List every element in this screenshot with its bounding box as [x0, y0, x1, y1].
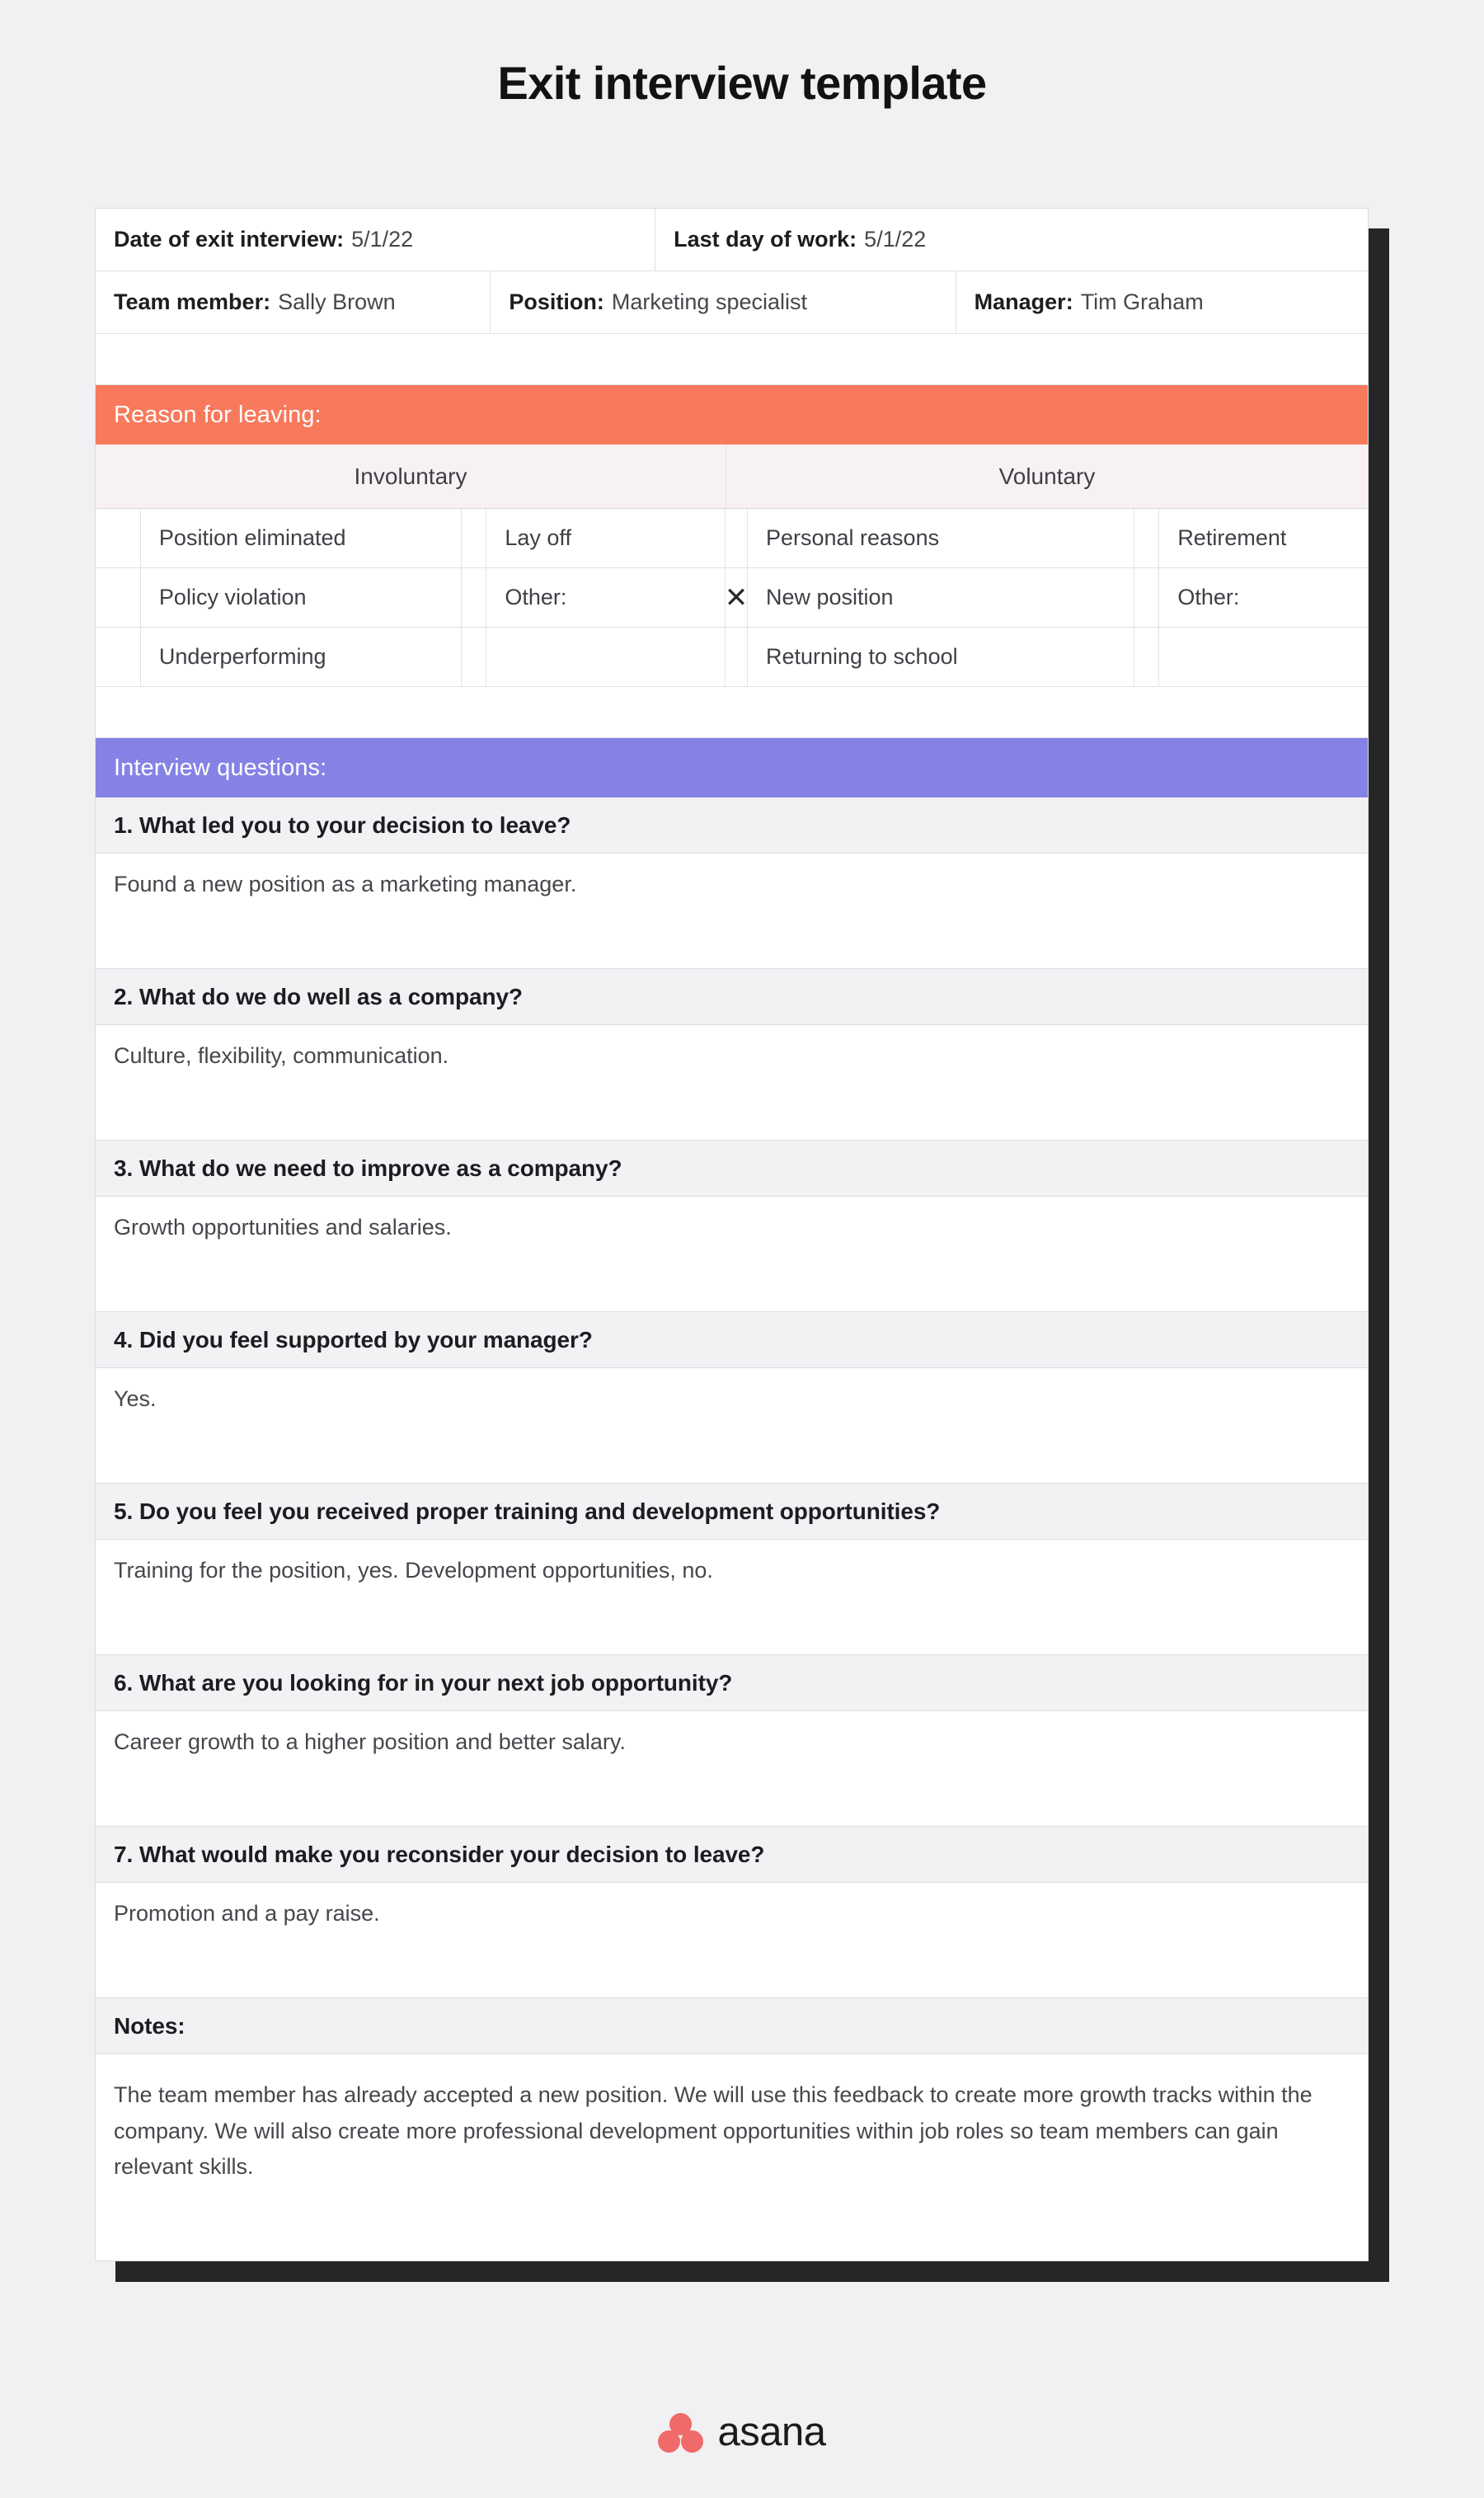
answer-5[interactable]: Training for the position, yes. Development opportunities, no.: [96, 1540, 1368, 1655]
checkbox-personal-reasons[interactable]: [726, 509, 748, 568]
question-3: 3. What do we need to improve as a company?: [96, 1141, 1368, 1197]
option-other-voluntary[interactable]: Other:: [1159, 568, 1368, 628]
checkbox-other-voluntary[interactable]: [1134, 568, 1159, 628]
date-of-exit-interview-label: Date of exit interview:: [114, 227, 345, 252]
checkbox-underperforming[interactable]: [96, 628, 141, 687]
page-title: Exit interview template: [497, 57, 987, 109]
answer-3[interactable]: Growth opportunities and salaries.: [96, 1197, 1368, 1312]
asana-dots-icon: [658, 2413, 704, 2453]
question-7: 7. What would make you reconsider your decision to leave?: [96, 1827, 1368, 1883]
reason-option-row: [96, 568, 1368, 628]
option-policy-violation[interactable]: Policy violation: [141, 568, 462, 628]
position-value[interactable]: Marketing specialist: [611, 289, 807, 314]
manager-value[interactable]: Tim Graham: [1080, 289, 1204, 314]
option-other-involuntary[interactable]: Other:: [486, 568, 726, 628]
answer-2[interactable]: Culture, flexibility, communication.: [96, 1025, 1368, 1141]
notes-heading: Notes:: [96, 1998, 1368, 2054]
category-voluntary: Voluntary: [726, 445, 1368, 509]
exit-interview-document: [95, 208, 1369, 2261]
checkbox-retirement[interactable]: [1134, 509, 1159, 568]
reason-option-row: [96, 509, 1368, 568]
option-position-eliminated[interactable]: Position eliminated: [141, 509, 463, 568]
reason-category-row: [96, 445, 1368, 509]
question-2: 2. What do we do well as a company?: [96, 969, 1368, 1025]
document-wrapper: [95, 208, 1369, 2261]
answer-1[interactable]: Found a new position as a marketing manager.: [96, 854, 1368, 969]
reason-option-row: [96, 628, 1368, 687]
answer-7[interactable]: Promotion and a pay raise.: [96, 1883, 1368, 1998]
info-row-dates: [96, 209, 1368, 271]
option-personal-reasons[interactable]: Personal reasons: [748, 509, 1134, 568]
team-member-label: Team member:: [114, 289, 271, 314]
asana-wordmark: asana: [717, 2410, 826, 2454]
team-member-value[interactable]: Sally Brown: [278, 289, 396, 314]
category-involuntary: Involuntary: [96, 445, 726, 509]
interview-questions-heading: Interview questions:: [96, 738, 1368, 797]
asana-logo: [0, 2412, 1484, 2453]
team-member-cell: [96, 271, 491, 334]
question-5: 5. Do you feel you received proper training and development opportunities?: [96, 1484, 1368, 1540]
last-day-of-work-label: Last day of work:: [674, 227, 857, 252]
option-new-position[interactable]: New position: [748, 568, 1134, 628]
answer-4[interactable]: Yes.: [96, 1368, 1368, 1484]
position-label: Position:: [509, 289, 604, 314]
option-retirement[interactable]: Retirement: [1159, 509, 1368, 568]
checkbox-involuntary-empty[interactable]: [462, 628, 486, 687]
option-involuntary-empty[interactable]: [486, 628, 726, 687]
checkbox-voluntary-empty[interactable]: [1134, 628, 1159, 687]
manager-label: Manager:: [974, 289, 1073, 314]
answer-6[interactable]: Career growth to a higher position and better salary.: [96, 1711, 1368, 1827]
last-day-of-work-cell: [655, 209, 1368, 271]
info-row-people: [96, 271, 1368, 334]
question-6: 6. What are you looking for in your next job opportunity?: [96, 1655, 1368, 1711]
option-voluntary-empty[interactable]: [1159, 628, 1368, 687]
manager-cell: [956, 271, 1368, 334]
notes-body[interactable]: The team member has already accepted a new position. We will use this feedback to create more growth tracks within the company. We will also create more professional development opportunities within job roles so team members can gain relevant skills.: [96, 2054, 1368, 2260]
reason-for-leaving-heading: Reason for leaving:: [96, 385, 1368, 445]
date-of-exit-interview-cell: [96, 209, 655, 271]
spacer-row-middle: [96, 687, 1368, 738]
checkbox-lay-off[interactable]: [462, 509, 486, 568]
option-returning-to-school[interactable]: Returning to school: [748, 628, 1134, 687]
option-lay-off[interactable]: Lay off: [486, 509, 726, 568]
checkbox-policy-violation[interactable]: [96, 568, 141, 628]
spacer-row-top: [96, 334, 1368, 385]
position-cell: [491, 271, 956, 334]
option-underperforming[interactable]: Underperforming: [141, 628, 463, 687]
date-of-exit-interview-value[interactable]: 5/1/22: [351, 227, 414, 252]
checkbox-new-position[interactable]: ✕: [726, 568, 748, 628]
question-1: 1. What led you to your decision to leave?: [96, 797, 1368, 854]
checkbox-other-involuntary[interactable]: [462, 568, 486, 628]
checkbox-returning-to-school[interactable]: [726, 628, 748, 687]
checkbox-position-eliminated[interactable]: [96, 509, 141, 568]
question-4: 4. Did you feel supported by your manager?: [96, 1312, 1368, 1368]
last-day-of-work-value[interactable]: 5/1/22: [864, 227, 927, 252]
